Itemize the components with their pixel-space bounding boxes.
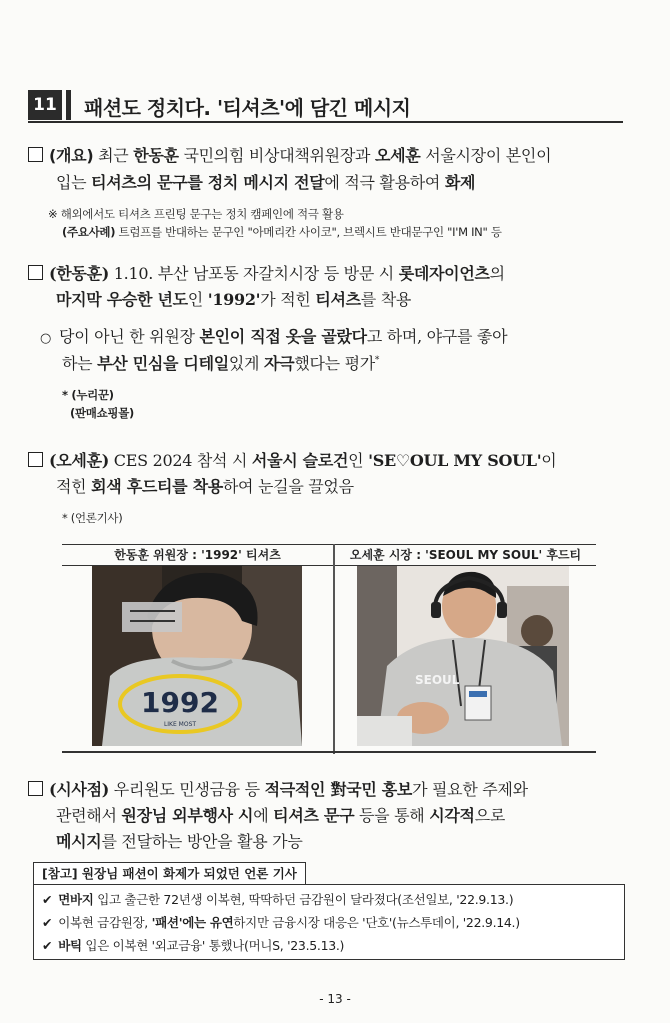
- text-bold: 자극: [264, 354, 295, 373]
- text-bold: 시각적: [429, 806, 475, 825]
- text-bold: 본인이 직접 옷을 골랐다: [199, 327, 367, 346]
- text: 가 적힌: [260, 290, 316, 309]
- implication-line-2: [56, 803, 505, 826]
- text: CES 2024 참석 시: [109, 451, 252, 470]
- text: 있게: [228, 354, 265, 373]
- text-bold: 한동훈: [133, 146, 179, 165]
- implication-tag: (시사점): [49, 780, 110, 799]
- text: 에: [253, 806, 274, 825]
- checkmark-icon: ✔: [42, 915, 53, 930]
- han-line-1: [28, 261, 505, 284]
- text-bold: 마지막 우승한 년도: [56, 290, 188, 309]
- text-bold: 티셔츠 문구: [273, 806, 355, 825]
- han-tag: (한동훈): [49, 264, 110, 283]
- oh-source: * (언론기사): [62, 511, 123, 525]
- han-sub-line-1: [40, 324, 507, 347]
- overview-tag: (개요): [49, 146, 94, 165]
- text-bold: 오세훈: [374, 146, 421, 165]
- han-source-2: (판매쇼핑몰): [70, 406, 134, 420]
- text-bold: 회색 후드티를 착용: [91, 477, 223, 496]
- reference-item-3: [42, 936, 344, 954]
- hoodie-text: SEOUL: [415, 673, 460, 687]
- text-bold: 메시지: [56, 832, 102, 851]
- overview-note-1: ※ 해외에서도 티셔츠 프린팅 문구는 정치 캠페인에 적극 활용: [48, 207, 344, 221]
- reference-title: [참고] 원장님 패션이 화제가 되었던 언론 기사: [33, 862, 306, 885]
- text-bold: 면바지: [58, 892, 94, 907]
- text: 최근: [93, 146, 134, 165]
- checkbox-square-icon: [28, 147, 43, 162]
- reference-box: [33, 884, 625, 960]
- oh-photo: [357, 566, 569, 746]
- section-number: 11: [28, 90, 62, 120]
- text: 입고 출근한 72년생 이복현, 딱딱하던 금감원이 달라졌다(조선일보, '22.9.13.): [93, 892, 514, 907]
- page-number: - 13 -: [319, 992, 351, 1006]
- han-photo: [92, 566, 302, 746]
- text: 관련해서: [56, 806, 122, 825]
- shirt-small-text: LIKE MOST: [163, 721, 197, 728]
- checkmark-icon: ✔: [42, 938, 53, 953]
- oh-line-1: [28, 448, 556, 471]
- photo-divider: [333, 544, 335, 754]
- text-bold: '1992': [207, 290, 261, 309]
- text: 국민의힘 비상대책위원장과: [178, 146, 375, 165]
- shirt-1992-text: 1992: [141, 686, 219, 719]
- text: 고 하며, 야구를 좋아: [366, 327, 508, 346]
- text: 이: [541, 451, 557, 470]
- text: 했다는 평가: [294, 354, 375, 373]
- text: 적힌: [56, 477, 92, 496]
- footnote-mark: *: [374, 355, 380, 366]
- text: 으로: [474, 806, 505, 825]
- section-title: 패션도 정치다. '티셔츠'에 담긴 메시지: [84, 96, 411, 120]
- text-bold: 원장님 외부행사 시: [121, 806, 254, 825]
- text: 인: [348, 451, 369, 470]
- text-bold: '패션'에는 유연: [151, 915, 234, 930]
- text: 인: [187, 290, 208, 309]
- checkbox-square-icon: [28, 781, 43, 796]
- text: 우리원도 민생금융 등: [109, 780, 265, 799]
- implication-line-1: [28, 777, 528, 800]
- oh-tag: (오세훈): [49, 451, 110, 470]
- han-line-2: [56, 287, 411, 310]
- text-bold: 바틱: [58, 938, 82, 953]
- text: 하는: [62, 354, 98, 373]
- text: 하여 눈길을 끌었음: [222, 477, 354, 496]
- text-bold: 'SE♡OUL MY SOUL': [368, 451, 542, 470]
- text: 를 전달하는 방안을 활용 가능: [101, 832, 303, 851]
- text: 이복현 금감원장,: [58, 915, 152, 930]
- text-bold: 부산 민심을 디테일: [97, 354, 229, 373]
- oh-line-2: [56, 474, 354, 497]
- han-sub-line-2: [62, 351, 379, 374]
- text: 의: [489, 264, 505, 283]
- text: 하지만 금융시장 대응은 '단호'(뉴스투데이, '22.9.14.): [233, 915, 520, 930]
- text-bold: 롯데자이언츠: [398, 264, 490, 283]
- reference-item-2: [42, 913, 520, 931]
- text-bold: 서울시 슬로건: [251, 451, 349, 470]
- checkbox-square-icon: [28, 452, 43, 467]
- text: 등을 통해: [354, 806, 430, 825]
- text: 를 착용: [360, 290, 412, 309]
- left-photo-caption: 한동훈 위원장 : '1992' 티셔츠: [62, 544, 333, 566]
- bullet-circle-icon: ○: [40, 331, 52, 346]
- note-tag: (주요사례): [62, 225, 116, 239]
- han-source-1: * (누리꾼): [62, 388, 114, 402]
- text-bold: 티셔츠: [315, 290, 361, 309]
- section-underline: [28, 121, 623, 123]
- overview-line-1: [28, 143, 551, 166]
- section-bar: [66, 90, 71, 120]
- photo-table-bottom: [62, 751, 596, 753]
- text: 가 필요한 주제와: [412, 780, 528, 799]
- note-text: 트럼프를 반대하는 문구인 "아메리칸 사이코", 브렉시트 반대문구인 "I'M IN" 등: [115, 225, 502, 239]
- text-bold: 티셔츠의 문구를 정치 메시지 전달: [91, 173, 325, 192]
- implication-line-3: [56, 829, 303, 852]
- text-bold: 적극적인 對국민 홍보: [264, 780, 413, 799]
- text: 서울시장이 본인이: [420, 146, 552, 165]
- text-bold: 화제: [444, 173, 476, 192]
- text: 에 적극 활용하여: [324, 173, 445, 192]
- text: 입은 이복현 '외교금융' 통했나(머니S, '23.5.13.): [81, 938, 345, 953]
- right-photo-caption: 오세훈 시장 : 'SEOUL MY SOUL' 후드티: [335, 544, 596, 566]
- checkbox-square-icon: [28, 265, 43, 280]
- text: 1.10. 부산 남포동 자갈치시장 등 방문 시: [109, 264, 399, 283]
- text: 당이 아닌 한 위원장: [59, 327, 200, 346]
- reference-item-1: [42, 890, 513, 908]
- overview-note-2: [62, 224, 502, 240]
- checkmark-icon: ✔: [42, 892, 53, 907]
- overview-line-2: [56, 170, 475, 193]
- text: 입는: [56, 173, 92, 192]
